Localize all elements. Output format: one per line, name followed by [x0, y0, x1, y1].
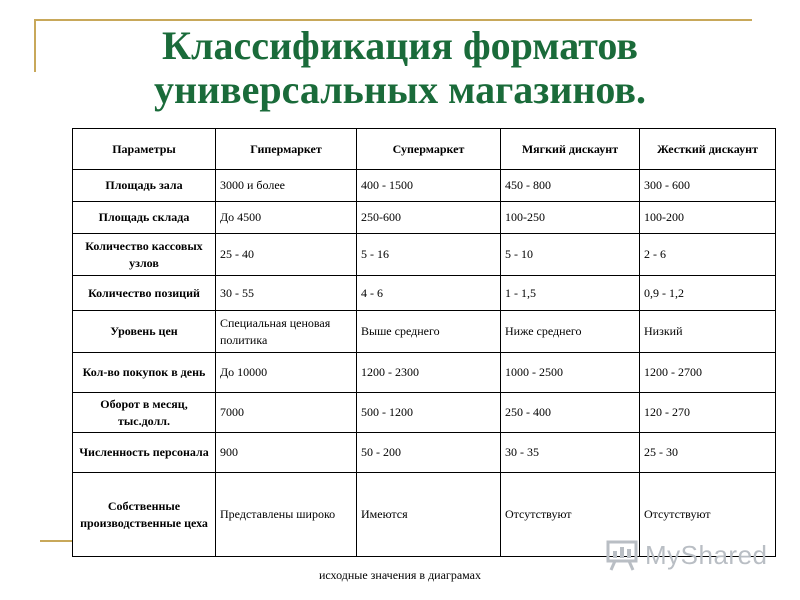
- table-cell: 100-200: [640, 202, 776, 234]
- table-cell: 1200 - 2700: [640, 353, 776, 393]
- table-row: [73, 311, 776, 353]
- table-cell: 1 - 1,5: [501, 276, 640, 311]
- table-cell: 5 - 16: [357, 234, 501, 276]
- myshared-logo: [605, 538, 768, 572]
- table-cell: Специальная ценовая политика: [216, 311, 357, 353]
- table-cell: 120 - 270: [640, 393, 776, 433]
- table-cell: 1200 - 2300: [357, 353, 501, 393]
- table-header-row: [73, 129, 776, 170]
- slide-title-line-2: универсальных магазинов.: [153, 67, 647, 112]
- frame-top-line: [34, 19, 752, 21]
- table-cell: Имеются: [357, 473, 501, 557]
- table-cell: До 4500: [216, 202, 357, 234]
- row-header: Уровень цен: [73, 311, 216, 353]
- table-cell: 250-600: [357, 202, 501, 234]
- table-cell: 2 - 6: [640, 234, 776, 276]
- table-row: [73, 433, 776, 473]
- table-cell: До 10000: [216, 353, 357, 393]
- row-header: Площадь зала: [73, 170, 216, 202]
- table-cell: 100-250: [501, 202, 640, 234]
- table-cell: Представлены широко: [216, 473, 357, 557]
- table-row: [73, 234, 776, 276]
- table-cell: 50 - 200: [357, 433, 501, 473]
- table-cell: 30 - 55: [216, 276, 357, 311]
- table-cell: 5 - 10: [501, 234, 640, 276]
- slide-title: [40, 24, 760, 112]
- column-header: Параметры: [73, 129, 216, 170]
- table-cell: 4 - 6: [357, 276, 501, 311]
- table-cell: 3000 и более: [216, 170, 357, 202]
- row-header: Собственные производственные цеха: [73, 473, 216, 557]
- row-header: Количество позиций: [73, 276, 216, 311]
- table-cell: 0,9 - 1,2: [640, 276, 776, 311]
- table-cell: 7000: [216, 393, 357, 433]
- table-row: [73, 393, 776, 433]
- column-header: Мягкий дискаунт: [501, 129, 640, 170]
- table-cell: 30 - 35: [501, 433, 640, 473]
- slide-title-line-1: Классификация форматов: [162, 23, 638, 68]
- table-row: [73, 276, 776, 311]
- table-cell: 450 - 800: [501, 170, 640, 202]
- table-cell: 900: [216, 433, 357, 473]
- table-cell: Отсутствуют: [640, 473, 776, 557]
- table-cell: 300 - 600: [640, 170, 776, 202]
- table-row: [73, 202, 776, 234]
- table-cell: Выше среднего: [357, 311, 501, 353]
- slide-caption: исходные значения в диаграмах: [318, 568, 482, 582]
- row-header: Площадь склада: [73, 202, 216, 234]
- table-row: [73, 353, 776, 393]
- frame-bottom-line: [40, 540, 72, 542]
- format-classification-table: [72, 128, 776, 557]
- row-header: Численность персонала: [73, 433, 216, 473]
- table-row: [73, 170, 776, 202]
- table-cell: 500 - 1200: [357, 393, 501, 433]
- table-cell: 400 - 1500: [357, 170, 501, 202]
- table-cell: Ниже среднего: [501, 311, 640, 353]
- row-header: Оборот в месяц, тыс.долл.: [73, 393, 216, 433]
- table-cell: 250 - 400: [501, 393, 640, 433]
- logo-text: MyShared: [645, 539, 768, 570]
- table-cell: 25 - 40: [216, 234, 357, 276]
- frame-left-line: [34, 19, 36, 72]
- table-cell: 25 - 30: [640, 433, 776, 473]
- row-header: Количество кассовых узлов: [73, 234, 216, 276]
- row-header: Кол-во покупок в день: [73, 353, 216, 393]
- column-header: Жесткий дискаунт: [640, 129, 776, 170]
- table-cell: 1000 - 2500: [501, 353, 640, 393]
- presentation-board-icon: [605, 539, 641, 571]
- table-cell: Низкий: [640, 311, 776, 353]
- column-header: Гипермаркет: [216, 129, 357, 170]
- table-cell: Отсутствуют: [501, 473, 640, 557]
- column-header: Супермаркет: [357, 129, 501, 170]
